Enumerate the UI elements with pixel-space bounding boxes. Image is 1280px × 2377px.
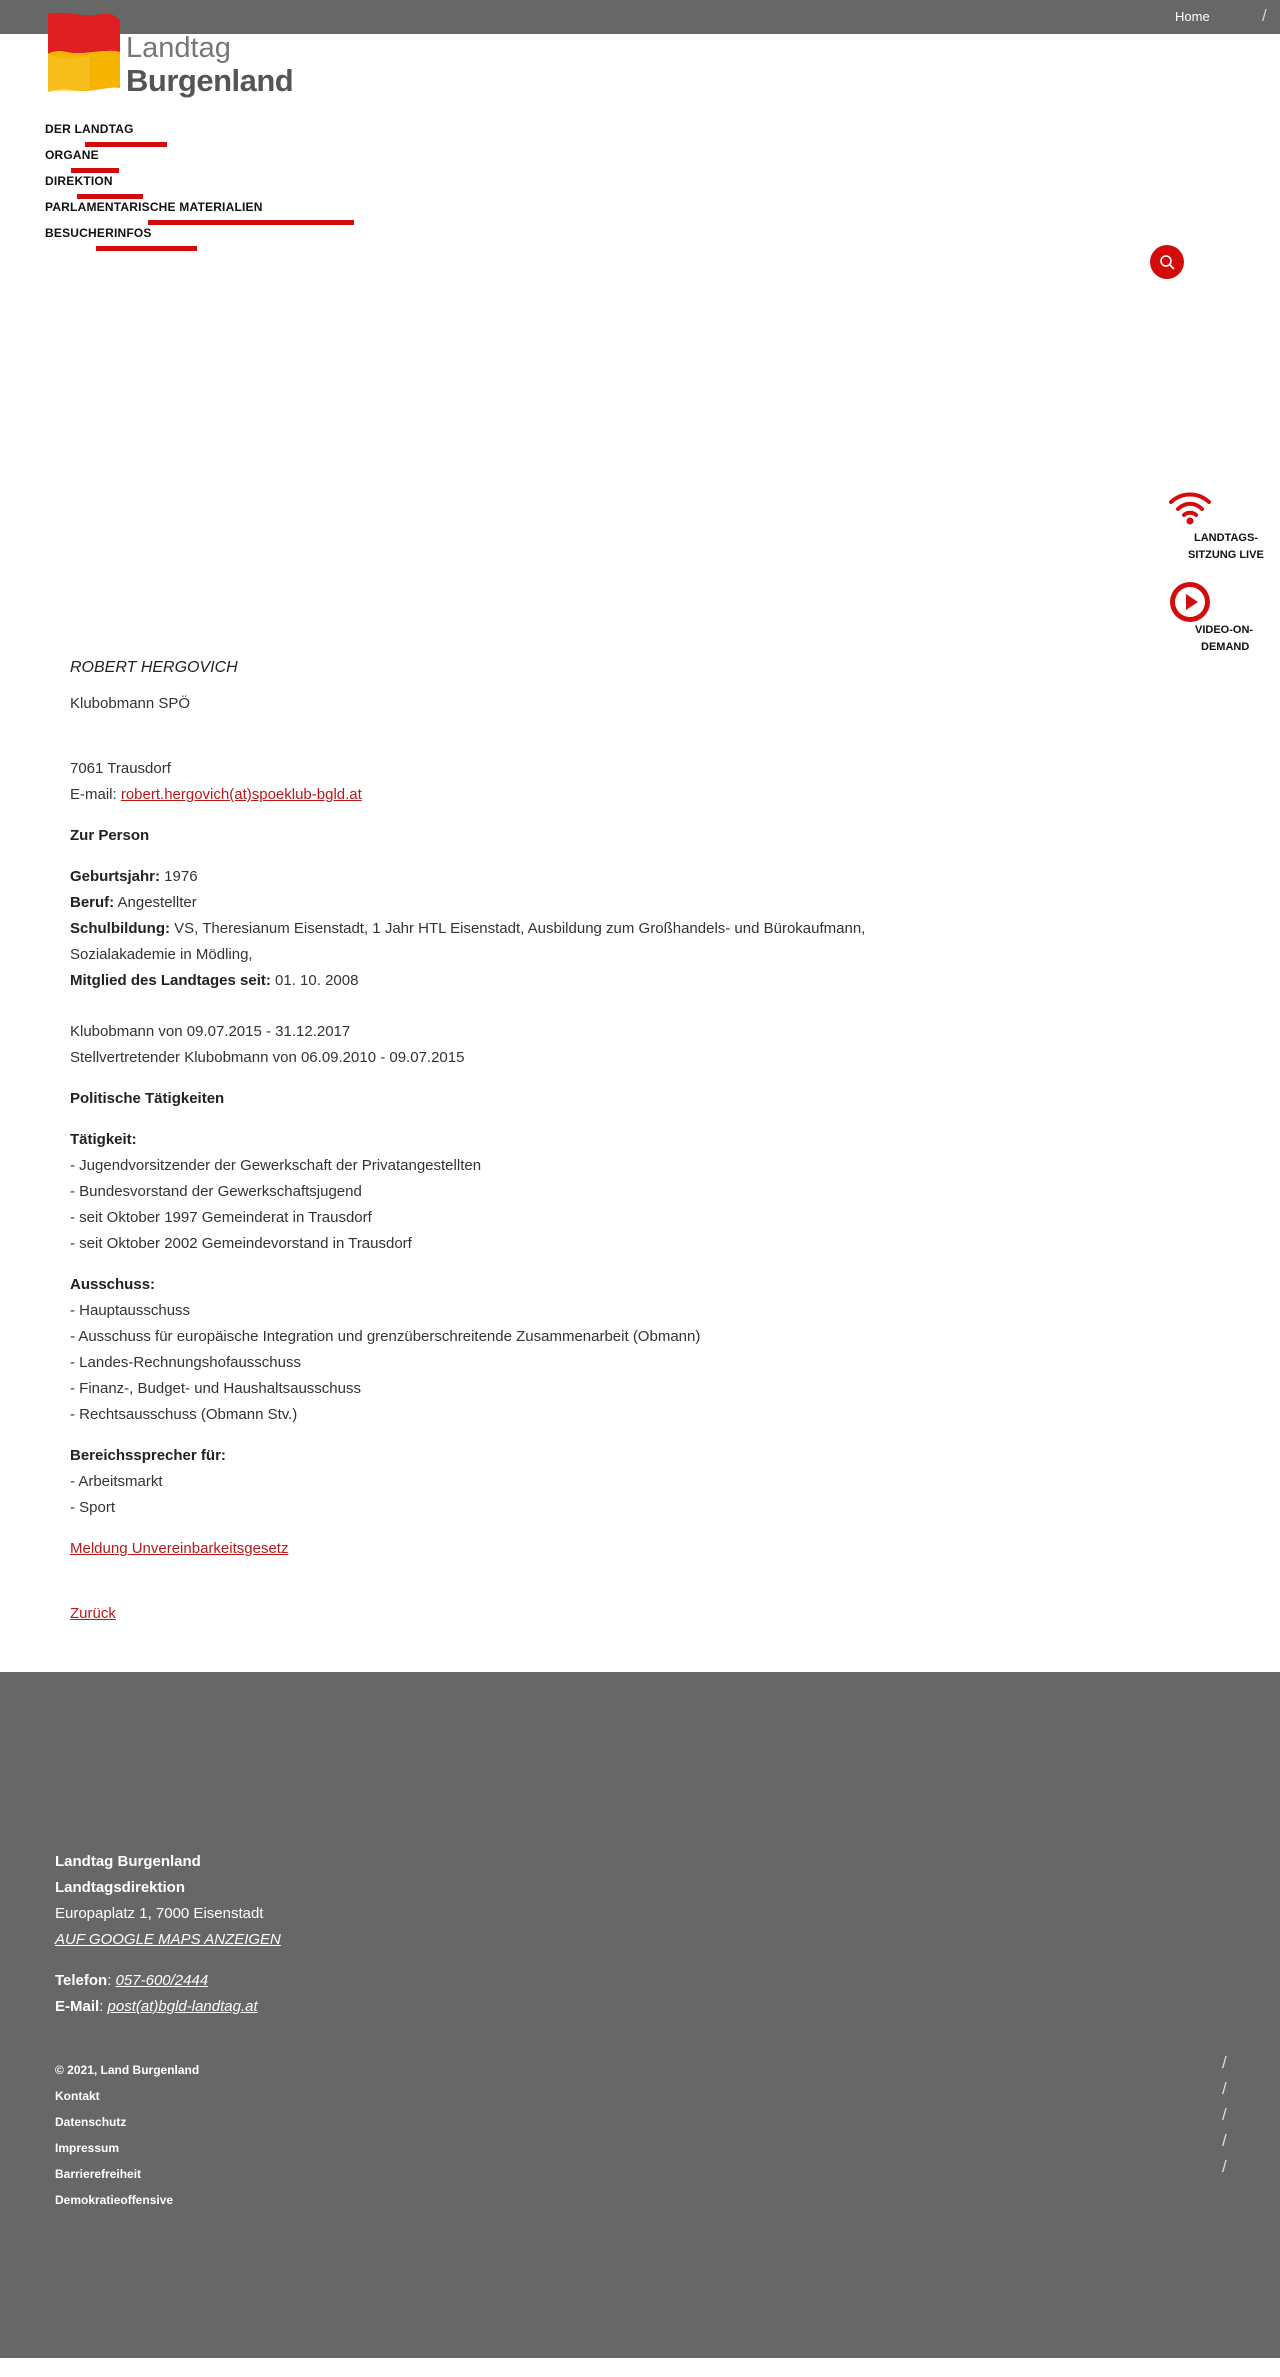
- committee-block: [70, 1272, 970, 1428]
- nav-underline: [96, 246, 197, 251]
- list-item: - Sport: [70, 1499, 116, 1516]
- list-item: - Jugendvorsitzender der Gewerkschaft der Privatangestellten: [70, 1157, 482, 1174]
- footer-org1: Landtag Burgenland: [55, 1853, 201, 1870]
- school-value-2: Sozialakademie in Mödling,: [70, 946, 253, 963]
- main-nav: [45, 120, 263, 250]
- nav-item-parlamentarische-materialien[interactable]: [45, 198, 263, 224]
- landtagssitzung-live-link[interactable]: [1165, 490, 1280, 570]
- personal-details: [70, 864, 970, 994]
- mail-link[interactable]: post(at)bgld-landtag.at: [107, 1998, 258, 2015]
- landtag-logo[interactable]: [44, 10, 294, 100]
- list-item: - Arbeitsmarkt: [70, 1473, 163, 1490]
- footer-link-impressum[interactable]: Impressum: [55, 2141, 120, 2155]
- school-value: VS, Theresianum Eisenstadt, 1 Jahr HTL Eisenstadt, Ausbildung zum Großhandels- und Bürokaufmann,: [169, 920, 866, 937]
- separator: /: [1222, 2079, 1227, 2098]
- email-link[interactable]: robert.hergovich(at)spoeklub-bgld.at: [120, 786, 362, 803]
- political-heading: Politische Tätigkeiten: [70, 1090, 225, 1107]
- footer-link-barrierefreiheit[interactable]: Barrierefreiheit: [55, 2167, 142, 2181]
- footer-links: [55, 2057, 199, 2213]
- list-item: - seit Oktober 1997 Gemeinderat in Trausdorf: [70, 1209, 372, 1226]
- activity-label: Tätigkeit:: [70, 1131, 137, 1148]
- separator: /: [1222, 2157, 1227, 2176]
- back-link[interactable]: Zurück: [70, 1605, 116, 1622]
- vod-label-2: DEMAND: [1201, 641, 1250, 653]
- list-item: - Bundesvorstand der Gewerkschaftsjugend: [70, 1183, 362, 1200]
- separator: /: [1222, 2053, 1227, 2072]
- spokes-label: Bereichssprecher für:: [70, 1447, 226, 1464]
- copyright: © 2021, Land Burgenland: [55, 2063, 200, 2077]
- search-button[interactable]: [1150, 245, 1184, 279]
- nav-label: PARLAMENTARISCHE MATERIALIEN: [45, 200, 263, 214]
- home-link[interactable]: Home: [1175, 9, 1210, 24]
- nav-item-der-landtag[interactable]: [45, 120, 263, 146]
- nav-label: BESUCHERINFOS: [45, 226, 152, 240]
- nav-label: ORGANE: [45, 148, 99, 162]
- list-item: - Landes-Rechnungshofausschuss: [70, 1354, 301, 1371]
- mail-label: E-Mail: [55, 1998, 100, 2015]
- list-item: - Hauptausschuss: [70, 1302, 191, 1319]
- footer-link-datenschutz[interactable]: Datenschutz: [55, 2115, 127, 2129]
- contact-block: [70, 756, 970, 808]
- list-item: - seit Oktober 2002 Gemeindevorstand in Trausdorf: [70, 1235, 412, 1252]
- nav-item-direktion[interactable]: [45, 172, 263, 198]
- live-label-2: SITZUNG LIVE: [1188, 549, 1264, 561]
- profile-role: Klubobmann SPÖ: [70, 695, 191, 712]
- report-link[interactable]: Meldung Unvereinbarkeitsgesetz: [70, 1540, 289, 1557]
- live-label-1: LANDTAGS-: [1194, 532, 1258, 544]
- email-label: E-mail:: [70, 786, 121, 803]
- member-label: Mitglied des Landtages seit:: [70, 972, 271, 989]
- nav-item-besucherinfos[interactable]: [45, 224, 263, 250]
- member-value: 01. 10. 2008: [270, 972, 359, 989]
- career-block: [70, 1019, 970, 1071]
- search-icon: [1159, 254, 1175, 270]
- phone-link[interactable]: 057-600/2444: [115, 1972, 209, 1989]
- school-label: Schulbildung:: [70, 920, 170, 937]
- breadcrumb-separator: /: [1262, 6, 1267, 25]
- job-label: Beruf:: [70, 894, 115, 911]
- footer-link-demokratieoffensive[interactable]: Demokratieoffensive: [55, 2193, 174, 2207]
- activity-block: [70, 1127, 970, 1257]
- vod-label-1: VIDEO-ON-: [1195, 624, 1254, 636]
- phone-label: Telefon: [55, 1972, 108, 1989]
- person-heading: Zur Person: [70, 827, 150, 844]
- list-item: - Finanz-, Budget- und Haushaltsausschuss: [70, 1380, 361, 1397]
- separator: /: [1222, 2131, 1227, 2150]
- logo-line2: Burgenland: [126, 63, 294, 98]
- committee-label: Ausschuss:: [70, 1276, 156, 1293]
- list-item: - Ausschuss für europäische Integration und grenzüberschreitende Zusammenarbeit (Obmann): [70, 1328, 701, 1345]
- nav-label: DIREKTION: [45, 174, 113, 188]
- nav-label: DER LANDTAG: [45, 122, 134, 136]
- profile-content: [70, 655, 970, 1642]
- footer-address: Landtag Burgenland Landtagsdirektion Europaplatz 1, 7000 Eisenstadt AUF GOOGLE MAPS ANZEIGEN Telefon: 057-600/2444 E-Mail: post(at)bgld-landtag.at: [55, 1853, 281, 2015]
- birth-value: 1976: [160, 868, 198, 885]
- list-item: - Rechtsausschuss (Obmann Stv.): [70, 1406, 298, 1423]
- google-maps-link[interactable]: AUF GOOGLE MAPS ANZEIGEN: [55, 1931, 281, 1948]
- city: 7061 Trausdorf: [70, 760, 171, 777]
- career-line: Klubobmann von 09.07.2015 - 31.12.2017: [70, 1023, 351, 1040]
- footer-separators: [1222, 2050, 1227, 2180]
- footer-street: Europaplatz 1, 7000 Eisenstadt: [55, 1905, 264, 1922]
- footer: [0, 1672, 1280, 2358]
- footer-link-kontakt[interactable]: Kontakt: [55, 2089, 100, 2103]
- spokes-block: [70, 1443, 970, 1521]
- birth-label: Geburtsjahr:: [70, 868, 161, 885]
- profile-name: ROBERT HERGOVICH: [70, 659, 238, 676]
- bottom-strip: [0, 2358, 1280, 2377]
- flag-icon: [44, 10, 124, 95]
- separator: /: [1222, 2105, 1227, 2124]
- footer-org2: Landtagsdirektion: [55, 1879, 186, 1896]
- logo-line1: Landtag: [126, 32, 231, 64]
- job-value: Angestellter: [114, 894, 197, 911]
- nav-item-organe[interactable]: [45, 146, 263, 172]
- video-on-demand-link[interactable]: [1165, 582, 1280, 662]
- career-line: Stellvertretender Klubobmann von 06.09.2010 - 09.07.2015: [70, 1049, 465, 1066]
- play-icon: [1170, 582, 1210, 622]
- wifi-icon: [1168, 490, 1212, 526]
